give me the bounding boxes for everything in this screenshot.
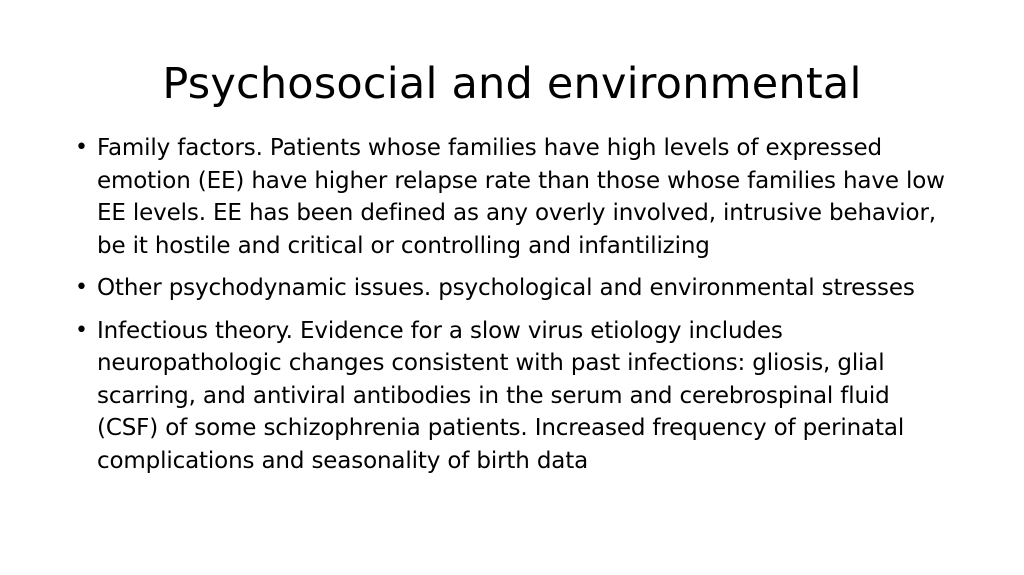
- bullet-text: Infectious theory. Evidence for a slow virus etiology includes neuropathologic changes consistent with past infections: gliosis, glial scarring, and antiviral antibodies in the serum and cerebrospinal fluid (CSF) of some schizophrenia patients. Increased frequency of perinatal complications and seasonality of birth data: [97, 317, 905, 474]
- slide-title: Psychosocial and environmental: [162, 59, 862, 109]
- bullet-icon: •: [75, 317, 88, 343]
- bullet-text: Family factors. Patients whose families have high levels of expressed emotion (EE) have higher relapse rate than those whose families have low EE levels. EE has been defined as any overly involved, intrusive behavior, be it hostile and critical or controlling and infantilizing: [97, 135, 945, 259]
- bullet-icon: •: [75, 275, 88, 300]
- bullet-item-psychodynamic-issues: [73, 272, 953, 305]
- bullet-text: Other psychodynamic issues. psychological and environmental stresses: [97, 275, 915, 301]
- bullet-item-infectious-theory: [73, 315, 953, 478]
- bullet-item-family-factors: [73, 132, 953, 262]
- bullet-icon: •: [75, 135, 88, 160]
- bullet-list: [73, 132, 953, 487]
